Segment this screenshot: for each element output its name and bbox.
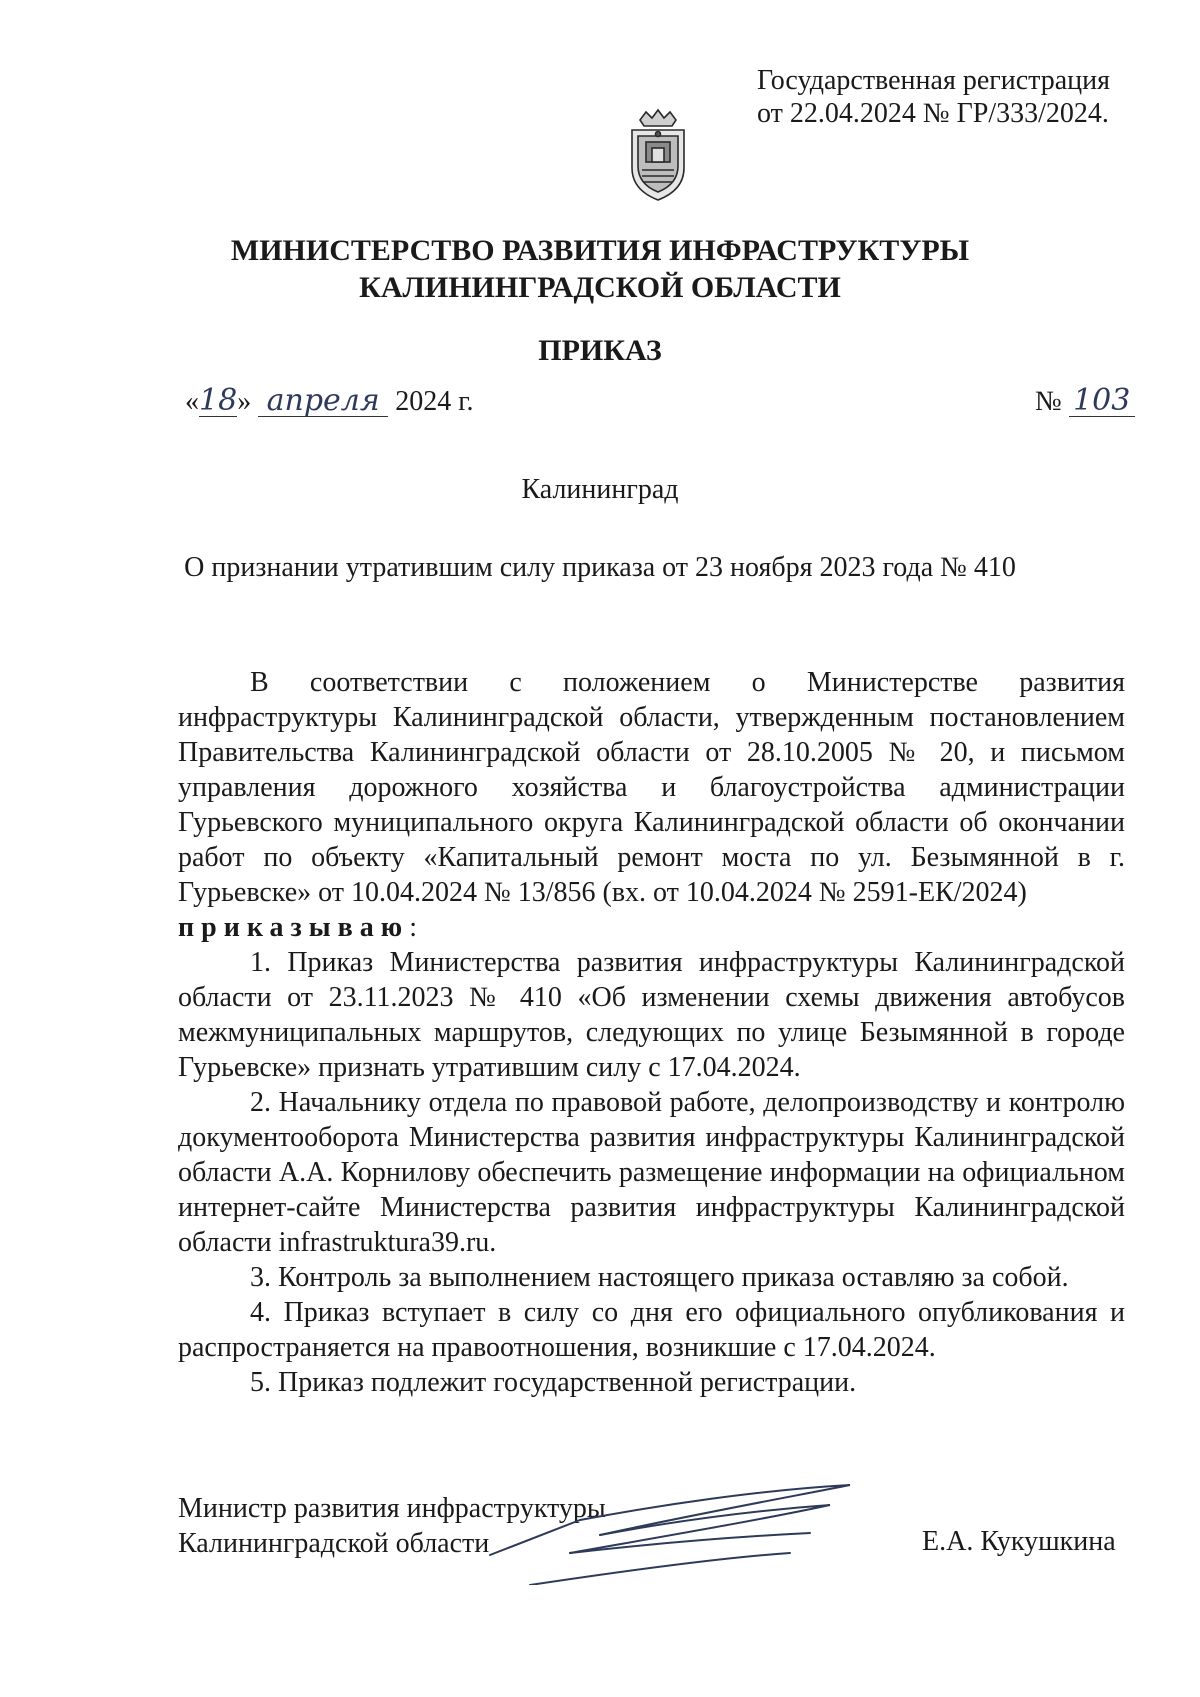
order-body [178, 665, 1125, 1400]
date-month: апреля [258, 386, 388, 417]
signatory-name: Е.А. Кукушкина [922, 1526, 1116, 1557]
order-item-1: 1. Приказ Министерства развития инфраструктуры Калининградской области от 23.11.2023 № 410 «Об изменении схемы движения автобусов межмуниципальных маршрутов, следующих по улице Безымянной в городе Гурьевске» признать утратившим силу с 17.04.2024. [178, 947, 1125, 1083]
order-item-4: 4. Приказ вступает в силу со дня его официального опубликования и распространяется на правоотношения, возникшие с 17.04.2024. [178, 1297, 1125, 1363]
city: Калининград [521, 474, 679, 505]
registration-note [757, 64, 1177, 130]
ministry-name-line-2: КАЛИНИНГРАДСКОЙ ОБЛАСТИ [359, 271, 841, 304]
kaliningrad-coat-of-arms-icon [620, 106, 696, 206]
order-word: приказываю [178, 912, 410, 943]
ministry-header [0, 232, 1200, 306]
order-date [185, 383, 474, 418]
registration-line-1: Государственная регистрация [757, 65, 1110, 96]
signatory-title-line-1: Министр развития инфраструктуры [178, 1493, 606, 1524]
handwritten-signature [430, 1465, 930, 1585]
date-day: 18 [199, 383, 238, 418]
order-subject: О признании утратившим силу приказа от 23 ноября 2023 года № 410 [184, 552, 1016, 583]
order-colon: : [409, 912, 417, 943]
document-type: ПРИКАЗ [538, 334, 662, 367]
order-item-3: 3. Контроль за выполнением настоящего приказа оставляю за собой. [250, 1262, 1069, 1293]
order-number [1035, 383, 1135, 418]
date-year: 2024 г. [395, 386, 474, 417]
ministry-name-line-1: МИНИСТЕРСТВО РАЗВИТИЯ ИНФРАСТРУКТУРЫ [230, 234, 970, 267]
registration-line-2: от 22.04.2024 № ГР/333/2024. [757, 98, 1109, 129]
signatory-title-line-2: Калининградской области [178, 1528, 490, 1559]
number-value: 103 [1069, 386, 1135, 417]
date-open-quote: « [185, 386, 199, 417]
order-item-2: 2. Начальнику отдела по правовой работе, делопроизводству и контролю документооборота Министерства развития инфраструктуры Калининградской области А.А. Корнилову обеспечить размещение информации на официальном интернет-сайте Министерства развития инфраструктуры Калининградской области infrastruktura39.ru. [178, 1087, 1125, 1258]
date-close-quote: » [237, 386, 252, 417]
preamble-paragraph: В соответствии с положением о Министерстве развития инфраструктуры Калининградской области, утвержденным постановлением Правительства Калининградской области от 28.10.2005 № 20, и письмом управления дорожного хозяйства и благоустройства администрации Гурьевского муниципального округа Калининградской области об окончании работ по объекту «Капитальный ремонт моста по ул. Безымянной в г. Гурьевске» от 10.04.2024 № 13/856 (вх. от 10.04.2024 № 2591-ЕК/2024) [178, 667, 1125, 908]
order-item-5: 5. Приказ подлежит государственной регистрации. [250, 1367, 857, 1398]
number-prefix: № [1035, 386, 1062, 417]
order-word-line [178, 910, 1125, 945]
